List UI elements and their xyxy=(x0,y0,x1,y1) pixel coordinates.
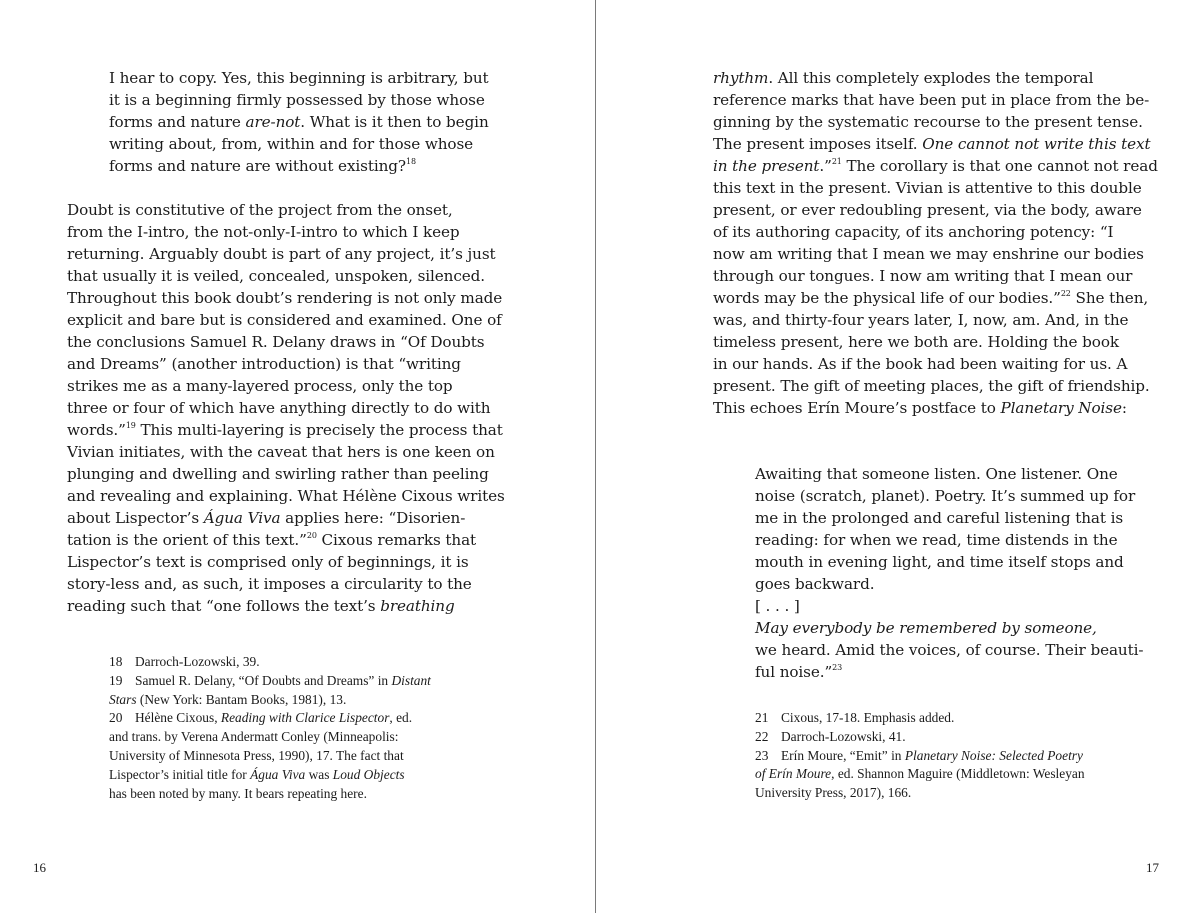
footnote-ref: 20 xyxy=(306,530,317,540)
text-line: Lispector’s text is comprised only of beginnings, it is xyxy=(67,553,469,571)
text-line: forms and nature are without existing?$^{18}$ xyxy=(109,156,416,175)
italic-text: May everybody be remembered by someone, xyxy=(755,619,1097,637)
text-line: strikes me as a many-layered process, only the top xyxy=(67,377,453,395)
footnote-line: Lispector’s initial title for Água Viva was Loud Objects xyxy=(109,766,405,782)
text-line: me in the prolonged and careful listening that is xyxy=(755,509,1124,527)
text-line: goes backward. xyxy=(755,575,875,593)
block-quote xyxy=(755,463,1143,683)
text-line: The present imposes itself. One cannot not write this text xyxy=(713,135,1151,153)
footnote-ref: 23 xyxy=(832,662,843,672)
text-line: reference marks that have been put in place from the be- xyxy=(713,91,1150,109)
text-line: present, or ever redoubling present, via the body, aware xyxy=(713,201,1142,219)
text-line: Throughout this book doubt’s rendering is not only made xyxy=(67,289,503,307)
footnote-ref: 22 xyxy=(1060,288,1071,298)
page-number: 16 xyxy=(33,860,46,875)
text-line: and Dreams” (another introduction) is that “writing xyxy=(67,355,461,373)
text-line: This echoes Erín Moure’s postface to Planetary Noise: xyxy=(713,399,1127,417)
italic-text: Planetary Noise: Selected Poetry xyxy=(904,747,1083,763)
text-line: returning. Arguably doubt is part of any project, it’s just xyxy=(67,245,496,263)
text-line: story-less and, as such, it imposes a circularity to the xyxy=(67,575,472,593)
footnote-line: 22 Darroch-Lozowski, 41. xyxy=(755,728,1085,747)
footnote-line: of Erín Moure, ed. Shannon Maguire (Middletown: Wesleyan xyxy=(755,766,1085,782)
footnote-ref: 21 xyxy=(831,156,842,166)
page-number: 17 xyxy=(1146,860,1159,875)
italic-text: breathing xyxy=(380,597,455,615)
footnotes xyxy=(755,709,1085,803)
text-line: [ . . . ] xyxy=(755,597,800,615)
text-line: and revealing and explaining. What Hélène Cixous writes xyxy=(67,487,505,505)
text-line: noise (scratch, planet). Poetry. It’s summed up for xyxy=(755,487,1136,505)
italic-text: are-not xyxy=(245,113,301,131)
footnotes xyxy=(109,653,431,803)
text-line: we heard. Amid the voices, of course. Their beauti- xyxy=(755,641,1144,659)
text-line: ginning by the systematic recourse to the present tense. xyxy=(713,113,1143,131)
text-line: the conclusions Samuel R. Delany draws in “Of Doubts xyxy=(67,333,485,351)
text-line: words.”$^{19}$ This multi-layering is precisely the process that xyxy=(67,420,503,439)
text-line: tation is the orient of this text.”$^{20}$ Cixous remarks that xyxy=(67,530,477,549)
text-line: about Lispector’s Água Viva applies here: “Disorien- xyxy=(67,509,466,527)
italic-text: Planetary Noise xyxy=(1000,399,1122,417)
text-line: explicit and bare but is considered and examined. One of xyxy=(67,311,502,329)
footnote-number: 18 xyxy=(109,654,123,669)
text-line: Doubt is constitutive of the project from the onset, xyxy=(67,201,453,219)
text-line: ful noise.”$^{23}$ xyxy=(755,662,843,681)
body-text xyxy=(67,199,505,617)
text-line: from the I-intro, the not-only-I-intro to which I keep xyxy=(67,223,460,241)
footnote-ref: 19 xyxy=(125,420,136,430)
text-line: reading such that “one follows the text’s breathing xyxy=(67,597,455,615)
footnote-line: 20 Hélène Cixous, Reading with Clarice Lispector, ed. xyxy=(109,709,431,728)
text-line: Awaiting that someone listen. One listener. One xyxy=(755,465,1118,483)
text-line: in our hands. As if the book had been waiting for us. A xyxy=(713,355,1128,373)
italic-text: rhythm xyxy=(713,69,769,87)
italic-text: Água Viva xyxy=(203,509,281,527)
footnote-number: 22 xyxy=(755,728,769,744)
italic-text: Stars xyxy=(109,691,137,707)
text-line: it is a beginning firmly possessed by those whose xyxy=(109,91,485,109)
footnote-line: 19 Samuel R. Delany, “Of Doubts and Dreams” in Distant xyxy=(109,672,431,691)
footnote-line: and trans. by Verena Andermatt Conley (Minneapolis: xyxy=(109,729,399,745)
text-line: Vivian initiates, with the caveat that hers is one keen on xyxy=(67,443,495,461)
text-line: this text in the present. Vivian is attentive to this double xyxy=(713,179,1142,197)
footnote-line: Stars (New York: Bantam Books, 1981), 13. xyxy=(109,691,347,707)
text-line: through our tongues. I now am writing that I mean our xyxy=(713,267,1133,285)
text-line: three or four of which have anything directly to do with xyxy=(67,399,491,417)
footnote-line: 23 Erín Moure, “Emit” in Planetary Noise: Selected Poetry xyxy=(755,747,1085,766)
text-line: timeless present, here we both are. Holding the book xyxy=(713,333,1119,351)
footnote-ref: 18 xyxy=(405,156,416,166)
body-text xyxy=(713,67,1158,419)
text-line: now am writing that I mean we may enshrine our bodies xyxy=(713,245,1144,263)
text-line: forms and nature are-not. What is it then to begin xyxy=(109,113,489,131)
italic-text: One cannot not write this text xyxy=(922,135,1151,153)
right-page xyxy=(596,0,1191,913)
text-line: that usually it is veiled, concealed, unspoken, silenced. xyxy=(67,267,485,285)
footnote-number: 21 xyxy=(755,710,769,725)
text-line: writing about, from, within and for those whose xyxy=(109,135,474,153)
footnote-line: 21 Cixous, 17-18. Emphasis added. xyxy=(755,709,1085,728)
italic-text: of Erín Moure xyxy=(755,766,832,782)
italic-text: Loud Objects xyxy=(332,766,405,782)
text-line: words may be the physical life of our bodies.”$^{22}$ She then, xyxy=(713,288,1149,307)
italic-text: Água Viva xyxy=(250,766,306,782)
left-page xyxy=(0,0,595,913)
text-line: rhythm. All this completely explodes the temporal xyxy=(713,69,1094,87)
text-line xyxy=(755,617,1143,639)
italic-text: Distant xyxy=(391,672,431,688)
text-line: was, and thirty-four years later, I, now, am. And, in the xyxy=(713,311,1129,329)
text-line: plunging and dwelling and swirling rather than peeling xyxy=(67,465,489,483)
text-line: present. The gift of meeting places, the gift of friendship. xyxy=(713,377,1150,395)
footnote-line: University Press, 2017), 166. xyxy=(755,785,912,801)
text-line: of its authoring capacity, of its anchoring potency: “I xyxy=(713,223,1114,241)
footnote-line: 18 Darroch-Lozowski, 39. xyxy=(109,653,431,672)
footnote-number: 19 xyxy=(109,672,123,688)
italic-text: Reading with Clarice Lispector xyxy=(220,710,390,726)
footnote-number: 23 xyxy=(755,747,769,763)
text-line: in the present.”$^{21}$ The corollary is that one cannot not read xyxy=(713,156,1158,175)
italic-text: in the present xyxy=(713,157,820,175)
footnote-number: 20 xyxy=(109,710,123,726)
block-quote xyxy=(109,67,489,177)
text-line: mouth in evening light, and time itself stops and xyxy=(755,553,1124,571)
footnote-line: University of Minnesota Press, 1990), 17. The fact that xyxy=(109,747,404,763)
text-line: I hear to copy. Yes, this beginning is arbitrary, but xyxy=(109,69,489,87)
footnote-line: has been noted by many. It bears repeating here. xyxy=(109,785,367,801)
text-line: reading: for when we read, time distends in the xyxy=(755,531,1118,549)
